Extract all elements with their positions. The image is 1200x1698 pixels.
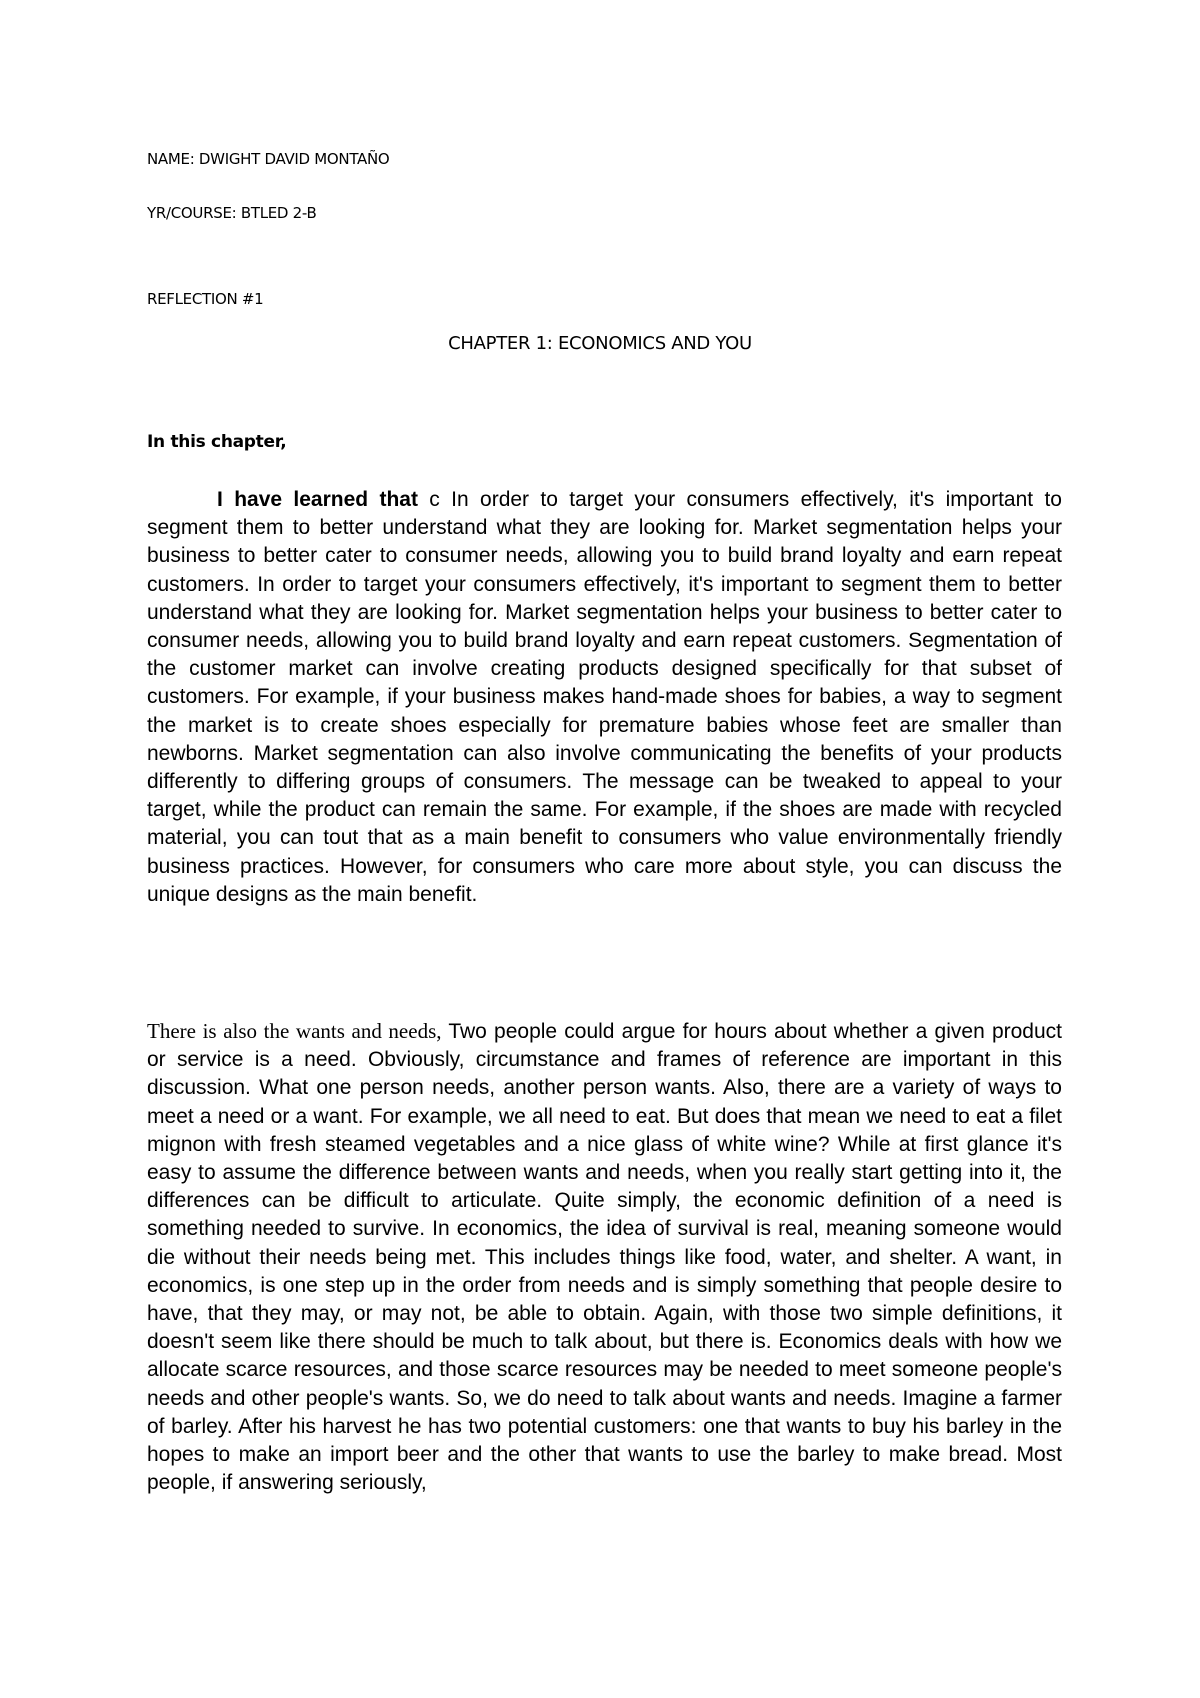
paragraph-2-lead: There is also the wants and needs, xyxy=(147,1019,442,1043)
paragraph-1-lead: I have learned that xyxy=(217,488,418,511)
reflection-number: REFLECTION #1 xyxy=(147,290,264,308)
paragraph-2-text: Two people could argue for hours about whether a given product or service is a need. Obviously, circumstance and frames of reference are important in this discussion. What one person needs, another person wants. Also, there are a variety of ways to meet a need or a want. For example, we all need to eat. But does that mean we need to eat a filet mignon with fresh steamed vegetables and a nice glass of white wine? While at first glance it's easy to assume the difference between wants and needs, when you really start getting into it, the differences can be difficult to articulate. Quite simply, the economic definition of a need is something needed to survive. In economics, the idea of survival is real, meaning someone would die without their needs being met. This includes things like food, water, and shelter. A want, in economics, is one step up in the order from needs and is simply something that people desire to have, that they may, or may not, be able to obtain. Again, with those two simple definitions, it doesn't seem like there should be much to talk about, but there is. Economics deals with how we allocate scarce resources, and those scarce resources may be needed to meet someone people's needs and other people's wants. So, we do need to talk about wants and needs. Imagine a farmer of barley. After his harvest he has two potential customers: one that wants to buy his barley in the hopes to make an import beer and the other that wants to use the barley to make bread. Most people, if answering seriously, xyxy=(147,1020,1062,1495)
student-name: NAME: DWIGHT DAVID MONTAÑO xyxy=(147,150,390,168)
year-course: YR/COURSE: BTLED 2-B xyxy=(147,204,317,222)
paragraph-market-segmentation xyxy=(147,486,1062,909)
chapter-title: CHAPTER 1: ECONOMICS AND YOU xyxy=(448,333,752,354)
intro-heading: In this chapter, xyxy=(147,432,287,452)
paragraph-1-text: c In order to target your consumers effectively, it's important to segment them to better understand what they are looking for. Market segmentation helps your business to better cater to consumer needs, allowing you to build brand loyalty and earn repeat customers. In order to target your consumers effectively, it's important to segment them to better understand what they are looking for. Market segmentation helps your business to better cater to consumer needs, allowing you to build brand loyalty and earn repeat customers. Segmentation of the customer market can involve creating products designed specifically for that subset of customers. For example, if your business makes hand-made shoes for babies, a way to segment the market is to create shoes especially for premature babies whose feet are smaller than newborns. Market segmentation can also involve communicating the benefits of your products differently to differing groups of consumers. The message can be tweaked to appeal to your target, while the product can remain the same. For example, if the shoes are made with recycled material, you can tout that as a main benefit to consumers who value environmentally friendly business practices. However, for consumers who care more about style, you can discuss the unique designs as the main benefit. xyxy=(147,488,1062,906)
paragraph-wants-and-needs xyxy=(147,1017,1062,1497)
